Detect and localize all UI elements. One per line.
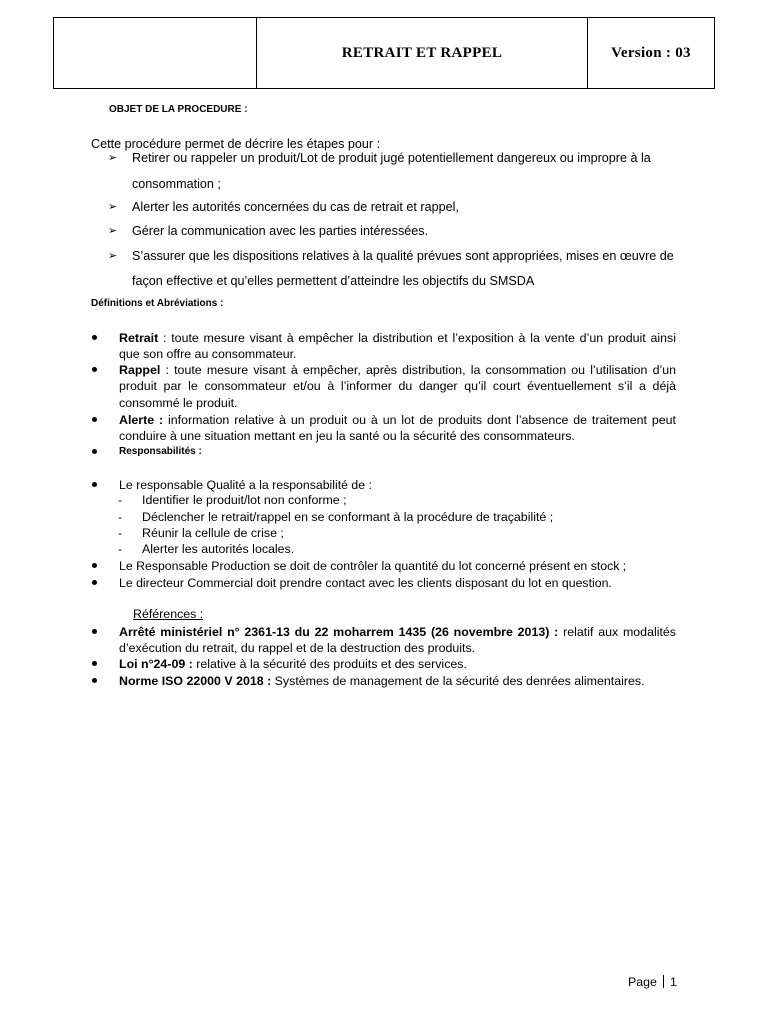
responsabilites-heading: Responsabilités : [119, 446, 202, 457]
bullet-icon [91, 481, 99, 489]
definition-retrait [119, 330, 676, 363]
definitions-heading: Définitions et Abréviations : [91, 298, 224, 309]
commercial-responsibility: Le directeur Commercial doit prendre contact avec les clients disposant du lot en question. [119, 576, 612, 590]
definition-term: Alerte : [119, 413, 164, 427]
production-responsibility: Le Responsable Production se doit de contrôler la quantité du lot concerné présent en stock ; [119, 559, 627, 573]
reference-term: Arrêté ministériel n° 2361-13 du 22 moharrem 1435 (26 novembre 2013) : [119, 625, 559, 639]
definition-alerte [119, 412, 676, 445]
definition-term: Rappel [119, 363, 161, 377]
reference-text: relative à la sécurité des produits et des services. [192, 657, 467, 671]
dash-icon: - [118, 493, 123, 507]
arrow-bullet-icon: ➢ [108, 225, 118, 237]
list-item-text: façon effective et qu’elles permettent d’atteindre les objectifs du SMSDA [132, 274, 535, 288]
bullet-icon [91, 628, 99, 636]
definition-text: information relative à un produit ou à un lot de produits dont l’absence de traitement peut conduire à une situation mettant en jeu la santé ou la sécurité des consommateurs. [119, 413, 676, 444]
reference-text: relatif aux modalités d’exécution du retrait, du rappel et de la destruction des produits. [119, 625, 676, 656]
definition-separator: : [158, 331, 172, 345]
qualite-task: Déclencher le retrait/rappel en se conformant à la procédure de traçabilité ; [142, 510, 554, 524]
bullet-icon [91, 334, 99, 342]
bullet-icon [91, 366, 99, 374]
bullet-icon [91, 562, 99, 570]
dash-icon: - [118, 526, 123, 540]
list-item-text: consommation ; [132, 177, 221, 191]
bullet-icon [91, 448, 99, 456]
definition-term: Retrait [119, 331, 159, 345]
reference-term: Loi n°24-09 : [119, 657, 193, 671]
list-item-text: Retirer ou rappeler un produit/Lot de produit jugé potentiellement dangereux ou impropre à la [132, 151, 651, 165]
page-number: 1 [669, 975, 677, 989]
definition-separator: : [160, 363, 175, 377]
dash-icon: - [118, 542, 123, 556]
bullet-icon [91, 660, 99, 668]
definition-text: toute mesure visant à empêcher la distribution et l’exposition à la vente d’un produit ainsi que son offre au consommateur. [119, 331, 676, 362]
reference-item [119, 656, 676, 672]
list-item-text: Gérer la communication avec les parties intéressées. [132, 224, 429, 238]
bullet-icon [91, 579, 99, 587]
definition-text: toute mesure visant à empêcher, après distribution, la consommation ou l’utilisation d’un produit par le consommateur et/ou à l’informer du danger qu’il court éventuellement s’il a déjà consommé le produit. [119, 363, 676, 410]
references-heading: Références : [133, 607, 204, 621]
qualite-intro: Le responsable Qualité a la responsabilité de : [119, 478, 372, 492]
logo-cell [54, 18, 257, 88]
page-footer [628, 975, 677, 989]
list-item-text: S’assurer que les dispositions relatives à la qualité prévues sont appropriées, mises en œuvre de [132, 249, 674, 263]
objet-intro: Cette procédure permet de décrire les étapes pour : [91, 137, 381, 151]
objet-heading: OBJET DE LA PROCEDURE : [109, 104, 248, 115]
reference-text: Systèmes de management de la sécurité des denrées alimentaires. [271, 674, 645, 688]
reference-term: Norme ISO 22000 V 2018 : [119, 674, 272, 688]
qualite-task: Identifier le produit/lot non conforme ; [142, 493, 347, 507]
arrow-bullet-icon: ➢ [108, 201, 118, 213]
qualite-task: Réunir la cellule de crise ; [142, 526, 284, 540]
document-title: RETRAIT ET RAPPEL [257, 18, 588, 88]
bullet-icon [91, 677, 99, 685]
page-label: Page [628, 975, 657, 989]
reference-item [119, 673, 676, 689]
document-header-table [53, 17, 715, 89]
list-item-text: Alerter les autorités concernées du cas de retrait et rappel, [132, 200, 459, 214]
definition-rappel [119, 362, 676, 411]
qualite-task: Alerter les autorités locales. [142, 542, 295, 556]
arrow-bullet-icon: ➢ [108, 152, 118, 164]
document-version: Version : 03 [611, 44, 691, 61]
arrow-bullet-icon: ➢ [108, 250, 118, 262]
bullet-icon [91, 416, 99, 424]
footer-separator [663, 975, 664, 988]
reference-item [119, 624, 676, 657]
dash-icon: - [118, 510, 123, 524]
